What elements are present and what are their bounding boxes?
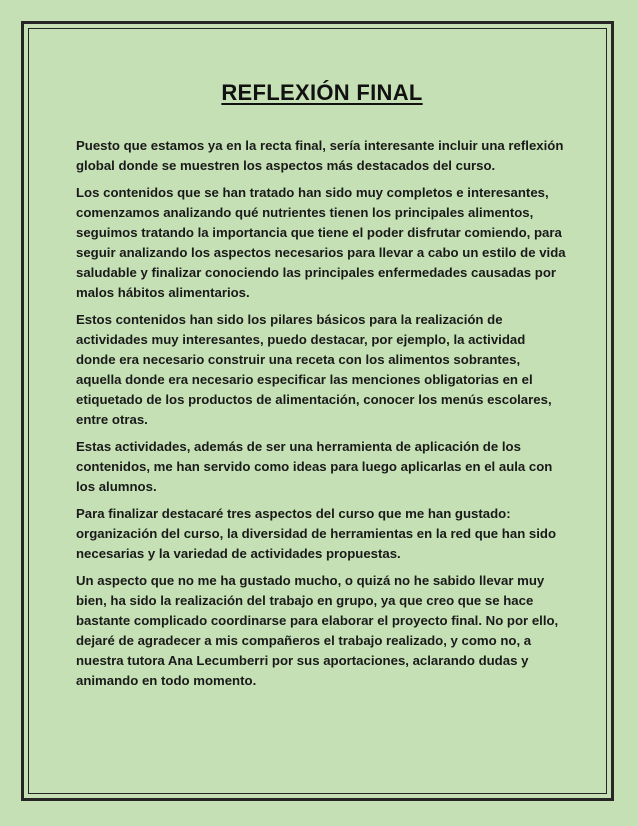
paragraph-highlights: Para finalizar destacaré tres aspectos del curso que me han gustado: organización del curso, la diversidad de herramientas en la red que han sido necesarias y la variedad de actividades propuestas.	[76, 506, 557, 561]
paragraph-closing: Un aspecto que no me ha gustado mucho, o quizá no he sabido llevar muy bien, ha sido la realización del trabajo en grupo, ya que creo que se hace bastante complicado coordinarse para elaborar el proyecto final. No por ello, dejaré de agradecer a mis compañeros el trabajo realizado, y como no, a nuestra tutora Ana Lecumberri por sus aportaciones, aclarando dudas y animando en todo momento.	[76, 573, 559, 688]
document-title: REFLEXIÓN FINAL	[221, 80, 423, 105]
paragraph-activities: Estos contenidos han sido los pilares básicos para la realización de actividades muy interesantes, puedo destacar, por ejemplo, la actividad donde era necesario construir una receta con los alimentos sobrantes, aquella donde era necesario especificar las menciones obligatorias en el etiquetado de los productos de alimentación, conocer los menús escolares, entre otras.	[76, 312, 552, 427]
document-body	[76, 80, 568, 698]
paragraph-intro: Puesto que estamos ya en la recta final, sería interesante incluir una reflexión global donde se muestren los aspectos más destacados del curso.	[76, 138, 564, 173]
paragraph-contents: Los contenidos que se han tratado han sido muy completos e interesantes, comenzamos analizando qué nutrientes tienen los principales alimentos, seguimos tratando la importancia que tiene el poder disfrutar comiendo, para seguir analizando los aspectos necesarios para llevar a cabo un estilo de vida saludable y finalizar conociendo las principales enfermedades causadas por malos hábitos alimentarios.	[76, 185, 566, 300]
paragraph-application: Estas actividades, además de ser una herramienta de aplicación de los contenidos, me han servido como ideas para luego aplicarlas en el aula con los alumnos.	[76, 439, 553, 494]
